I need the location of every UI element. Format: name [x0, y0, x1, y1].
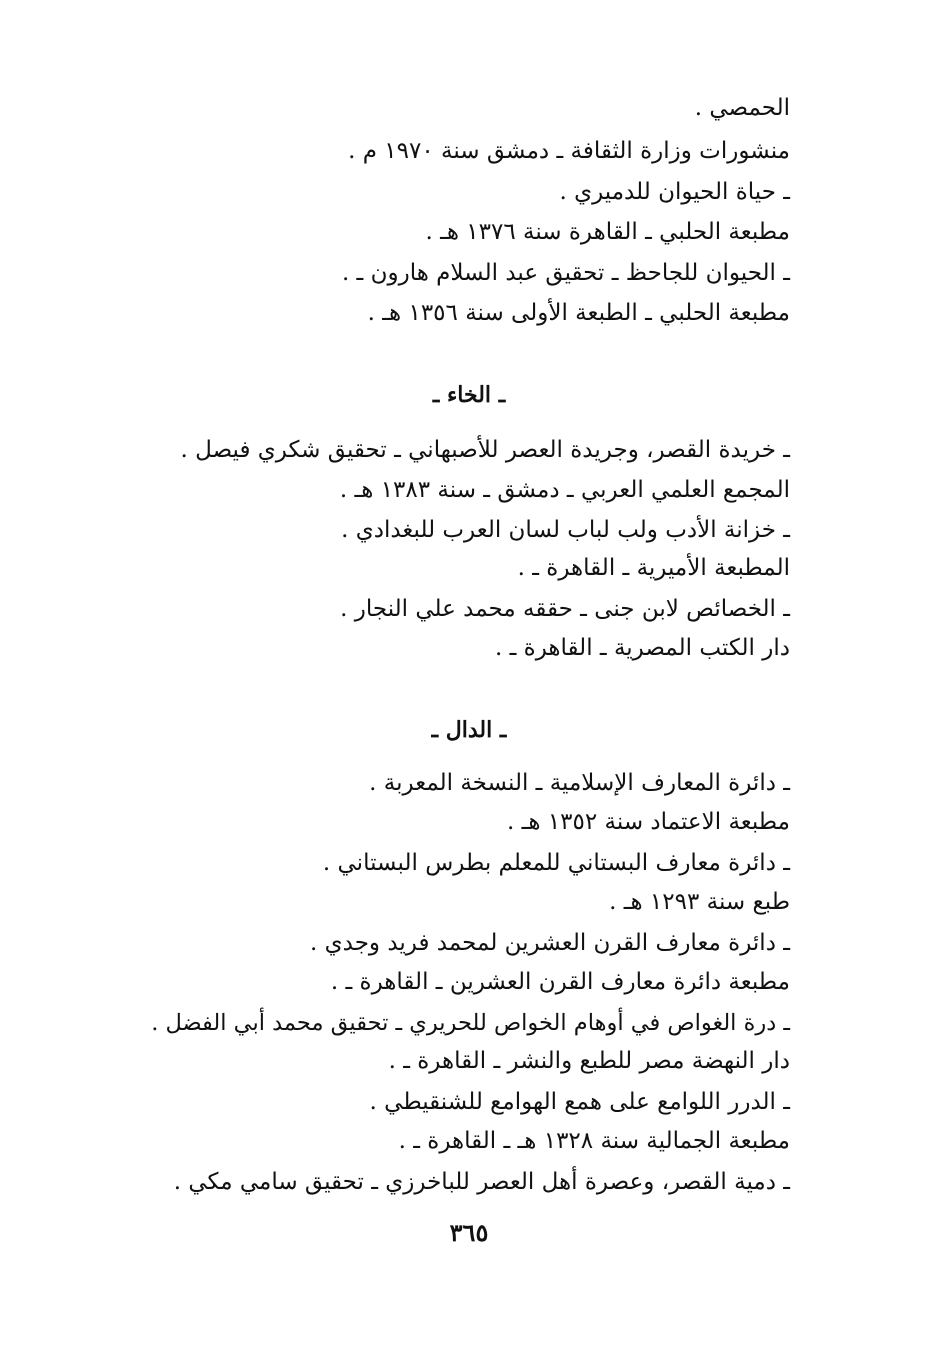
- entry-line: ـ دمية القصر، وعصرة أهل العصر للباخرزي ـ تحقيق سامي مكي .: [173, 1169, 790, 1195]
- entry-line: ـ الدرر اللوامع على همع الهوامع للشنقيطي .: [369, 1089, 790, 1115]
- section-heading-kha: ـ الخاء ـ: [432, 382, 506, 408]
- entry-line: ـ خزانة الأدب ولب لباب لسان العرب للبغدادي .: [341, 517, 790, 543]
- entry-line: الحمصي .: [694, 95, 790, 121]
- entry-line: مطبعة دائرة معارف القرن العشرين ـ القاهرة ـ .: [330, 969, 790, 995]
- entry-line: طبع سنة ١٢٩٣ هـ .: [609, 889, 790, 915]
- entry-line: ـ دائرة المعارف الإسلامية ـ النسخة المعربة .: [369, 770, 790, 796]
- entry-line: منشورات وزارة الثقافة ـ دمشق سنة ١٩٧٠ م .: [348, 138, 790, 164]
- entry-line: ـ دائرة معارف القرن العشرين لمحمد فريد وجدي .: [310, 930, 790, 956]
- entry-line: مطبعة الحلبي ـ القاهرة سنة ١٣٧٦ هـ .: [425, 219, 790, 245]
- entry-line: المجمع العلمي العربي ـ دمشق ـ سنة ١٣٨٣ هـ .: [339, 477, 790, 503]
- entry-line: المطبعة الأميرية ـ القاهرة ـ .: [517, 555, 790, 581]
- entry-line: ـ الحيوان للجاحظ ـ تحقيق عبد السلام هارون ـ .: [341, 260, 790, 286]
- entry-line: مطبعة الاعتماد سنة ١٣٥٢ هـ .: [507, 809, 790, 835]
- entry-line: ـ دائرة معارف البستاني للمعلم بطرس البستاني .: [322, 850, 790, 876]
- page-number: ٣٦٥: [449, 1218, 489, 1247]
- entry-line: دار النهضة مصر للطبع والنشر ـ القاهرة ـ .: [388, 1048, 790, 1074]
- entry-line: ـ الخصائص لابن جنى ـ حققه محمد علي النجار .: [340, 596, 790, 622]
- section-heading-dal: ـ الدال ـ: [431, 717, 507, 743]
- entry-line: مطبعة الجمالية سنة ١٣٢٨ هـ ـ القاهرة ـ .: [398, 1128, 790, 1154]
- entry-line: ـ خريدة القصر، وجريدة العصر للأصبهاني ـ تحقيق شكري فيصل .: [180, 437, 790, 463]
- entry-line: ـ درة الغواص في أوهام الخواص للحريري ـ تحقيق محمد أبي الفضل .: [151, 1010, 790, 1036]
- entry-line: دار الكتب المصرية ـ القاهرة ـ .: [495, 635, 790, 661]
- entry-line: مطبعة الحلبي ـ الطبعة الأولى سنة ١٣٥٦ هـ .: [367, 300, 790, 326]
- entry-line: ـ حياة الحيوان للدميري .: [559, 179, 790, 205]
